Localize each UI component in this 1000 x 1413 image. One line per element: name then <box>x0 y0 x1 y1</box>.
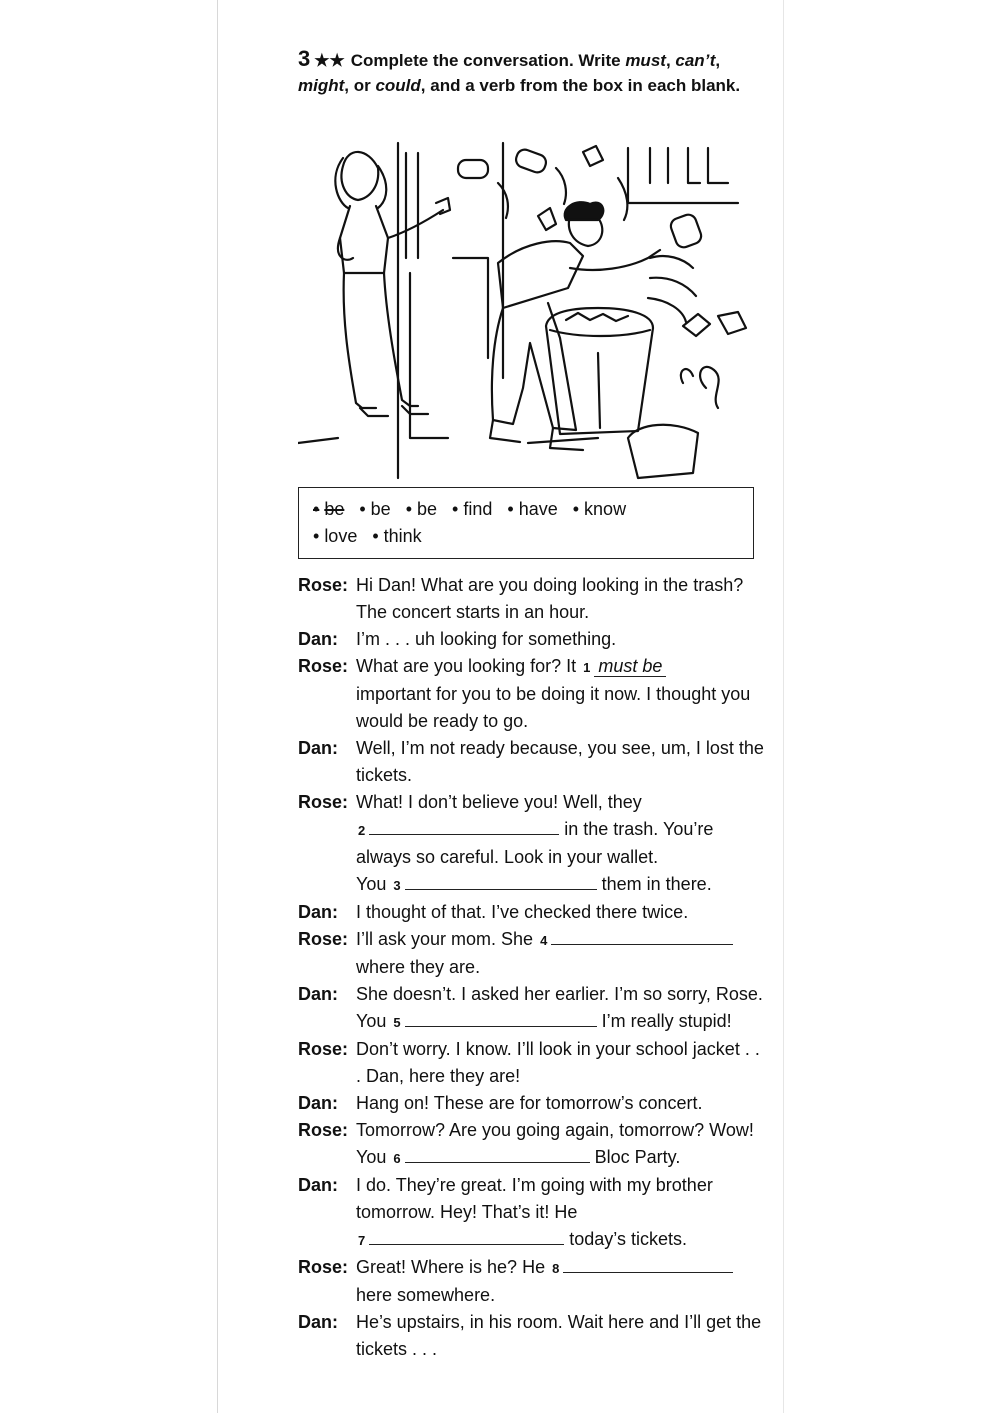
answer-blank-1[interactable]: must be <box>594 656 666 677</box>
line-text: Don’t worry. I know. I’ll look in your school jacket . . . Dan, here they are! <box>356 1039 760 1086</box>
line-text: What! I don’t believe you! Well, they 2 in the trash. You’re always so careful. Look in your wallet. You 3 them in there. <box>356 792 714 894</box>
answer-blank-4[interactable] <box>551 926 733 945</box>
dialogue-line <box>298 572 768 626</box>
word-box-item: • be <box>313 496 344 523</box>
exercise-number: 3 <box>298 46 311 71</box>
word-box <box>298 487 754 559</box>
dialogue-line <box>298 653 768 735</box>
conversation <box>298 572 768 1363</box>
speaker: Dan: <box>298 902 338 922</box>
speaker: Rose: <box>298 792 349 812</box>
blank-number: 1 <box>583 660 591 675</box>
speaker: Rose: <box>298 1039 349 1059</box>
difficulty-stars: ★★ <box>314 51 345 70</box>
word-box-item: • love <box>313 523 357 550</box>
answer-blank-2[interactable] <box>369 816 559 835</box>
dialogue-line <box>298 899 768 926</box>
line-text: She doesn’t. I asked her earlier. I’m so sorry, Rose. You 5 I’m really stupid! <box>356 984 763 1031</box>
dialogue-line <box>298 626 768 653</box>
dialogue-line <box>298 789 768 899</box>
illustration-boy-searching-trash <box>298 138 758 483</box>
dialogue-line <box>298 981 768 1036</box>
line-text: Hang on! These are for tomorrow’s concert. <box>356 1093 703 1113</box>
line-text: I’ll ask your mom. She 4 where they are. <box>356 926 768 981</box>
answer-blank-3[interactable] <box>405 871 597 890</box>
line-text: He’s upstairs, in his room. Wait here and I’ll get the tickets . . . <box>356 1312 762 1359</box>
dialogue-line <box>298 735 768 789</box>
speaker: Rose: <box>298 656 349 676</box>
line-text: Tomorrow? Are you going again, tomorrow? Wow! You 6 Bloc Party. <box>356 1120 754 1167</box>
answer-blank-7[interactable] <box>369 1226 564 1245</box>
blank-number: 8 <box>552 1261 560 1276</box>
word-box-item: • find <box>452 496 492 523</box>
word-box-item: • think <box>372 523 421 550</box>
blank-number: 2 <box>358 823 366 838</box>
line-text: Hi Dan! What are you doing looking in the trash? The concert starts in an hour. <box>356 575 744 622</box>
worksheet-page <box>217 0 784 1413</box>
speaker: Rose: <box>298 1257 349 1277</box>
line-text: Great! Where is he? He 8 here somewhere. <box>356 1254 768 1309</box>
dialogue-line <box>298 1117 768 1172</box>
dialogue-line <box>298 1254 768 1309</box>
speaker: Rose: <box>298 575 349 595</box>
exercise-instruction: 3 ★★ Complete the conversation. Write must, can’t, might, or could, and a verb from the box in each blank. <box>298 46 741 95</box>
word-box-item: • be <box>406 496 437 523</box>
speaker: Dan: <box>298 738 338 758</box>
line-text: I thought of that. I’ve checked there twice. <box>356 902 689 922</box>
speaker: Rose: <box>298 929 349 949</box>
word-box-item: • be <box>359 496 390 523</box>
answer-blank-8[interactable] <box>563 1254 733 1273</box>
dialogue-line <box>298 926 768 981</box>
blank-number: 5 <box>393 1015 401 1030</box>
line-text: I’m . . . uh looking for something. <box>356 629 617 649</box>
blank-number: 3 <box>393 878 401 893</box>
line-text: I do. They’re great. I’m going with my brother tomorrow. Hey! That’s it! He 7 today’s tickets. <box>356 1175 713 1249</box>
speaker: Dan: <box>298 1175 338 1195</box>
line-text: Well, I’m not ready because, you see, um, I lost the tickets. <box>356 738 764 785</box>
word-box-item: • have <box>507 496 557 523</box>
word-box-item: • know <box>573 496 626 523</box>
dialogue-line <box>298 1036 768 1090</box>
line-text: What are you looking for? It 1 must be important for you to be doing it now. I thought you would be ready to go. <box>356 656 751 731</box>
blank-number: 4 <box>540 933 548 948</box>
blank-number: 7 <box>358 1233 366 1248</box>
answer-blank-5[interactable] <box>405 1008 597 1027</box>
speaker: Dan: <box>298 1093 338 1113</box>
speaker: Dan: <box>298 1312 338 1332</box>
speaker: Rose: <box>298 1120 349 1140</box>
blank-number: 6 <box>393 1151 401 1166</box>
answer-blank-6[interactable] <box>405 1144 590 1163</box>
dialogue-line <box>298 1172 768 1254</box>
dialogue-line <box>298 1309 768 1363</box>
speaker: Dan: <box>298 629 338 649</box>
dialogue-line <box>298 1090 768 1117</box>
speaker: Dan: <box>298 984 338 1004</box>
